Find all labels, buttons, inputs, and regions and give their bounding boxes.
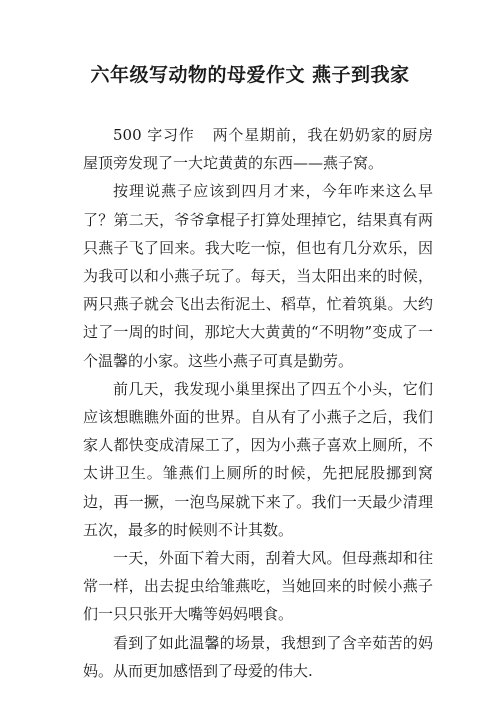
- paragraph-1-text: 两个星期前，我在奶奶家的厨房屋顶旁发现了一大坨黄黄的东西——燕子窝。: [83, 126, 433, 173]
- document-body: [83, 121, 433, 685]
- document-title: 六年级写动物的母爱作文 燕子到我家: [90, 64, 410, 86]
- paragraph-3: 前几天，我发现小巢里探出了四五个小头，它们应该想瞧瞧外面的世界。自从有了小燕子之后，我们家人都快变成清屎工了，因为小燕子喜欢上厕所，不太讲卫生。雏燕们上厕所的时候，先把屁股挪到窝边，再一撅，一泡鸟屎就下来了。我们一天最少清理五次，最多的时候则不计其数。: [83, 379, 433, 539]
- paragraph-5: 看到了如此温馨的场景，我想到了含辛茹苦的妈妈。从而更加感悟到了母爱的伟大.: [83, 633, 433, 680]
- essay-length-label: 500 字习作: [113, 126, 195, 144]
- paragraph-4: 一天，外面下着大雨，刮着大风。但母燕却和往常一样，出去捉虫给雏燕吃，当她回来的时候小燕子们一只只张开大嘴等妈妈喂食。: [83, 549, 433, 624]
- paragraph-1: [83, 121, 433, 177]
- paragraph-2: 按理说燕子应该到四月才来，今年咋来这么早了？第二天，爷爷拿棍子打算处理掉它，结果真有两只燕子飞了回来。我大吃一惊，但也有几分欢乐，因为我可以和小燕子玩了。每天，当太阳出来的时候，两只燕子就会飞出去衔泥土、稻草，忙着筑巢。大约过了一周的时间，那坨大大黄黄的“不明物”变成了一个温馨的小家。这些小燕子可真是勤劳。: [83, 182, 433, 370]
